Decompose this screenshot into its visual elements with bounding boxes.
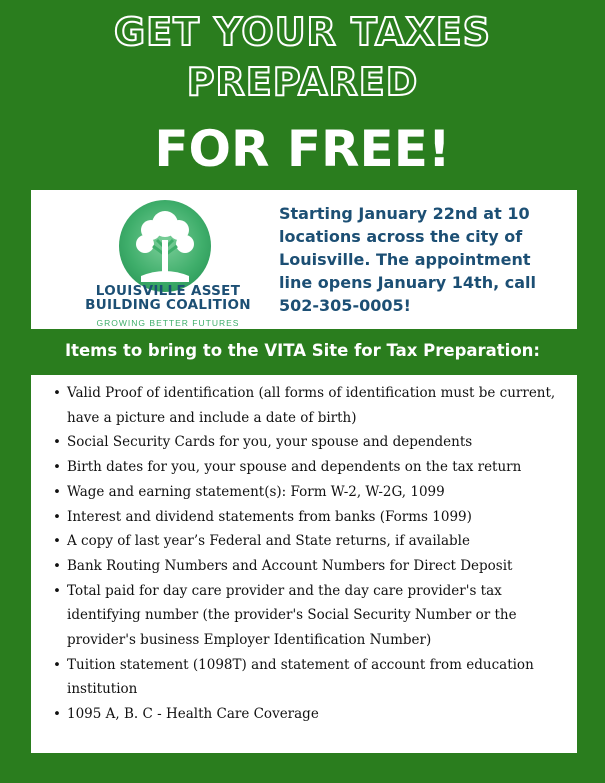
list-item: • Birth dates for you, your spouse and dependents on the tax return bbox=[31, 455, 577, 480]
list-item: • Social Security Cards for you, your spouse and dependents bbox=[31, 430, 577, 455]
list-item: • Total paid for day care provider and the day care provider's tax identifying number (the provider's Social Security Number or the provider's business Employer Identification Number) bbox=[31, 579, 577, 653]
headline-line-2: PREPARED bbox=[186, 60, 419, 104]
tree-icon bbox=[119, 200, 211, 292]
logo-title-line-1: LOUISVILLE ASSET bbox=[95, 283, 241, 299]
list-item: • Tuition statement (1098T) and statement of account from education institution bbox=[31, 653, 577, 702]
lab-coalition-logo bbox=[83, 200, 253, 328]
section-title: Items to bring to the VITA Site for Tax Preparation: bbox=[64, 341, 541, 360]
headline-line-1: GET YOUR TAXES bbox=[113, 10, 492, 54]
list-item: • Bank Routing Numbers and Account Numbers for Direct Deposit bbox=[31, 554, 577, 579]
info-panel bbox=[31, 190, 577, 329]
items-panel bbox=[31, 375, 577, 753]
list-item: • Interest and dividend statements from banks (Forms 1099) bbox=[31, 505, 577, 530]
logo-tagline: GROWING BETTER FUTURES bbox=[96, 318, 240, 328]
schedule-info-text: Starting January 22nd at 10 locations across the city of Louisville. The appointment line opens January 14th, call 502-305-0005! bbox=[279, 204, 536, 315]
list-item: • Valid Proof of identification (all forms of identification must be current, have a picture and include a date of birth) bbox=[31, 381, 577, 430]
headline-line-3: FOR FREE! bbox=[154, 120, 451, 178]
logo-title bbox=[83, 284, 253, 312]
logo-title-line-2: BUILDING COALITION bbox=[85, 297, 251, 313]
list-item: • Wage and earning statement(s): Form W-2, W-2G, 1099 bbox=[31, 480, 577, 505]
items-list bbox=[31, 375, 577, 727]
list-item: • 1095 A, B. C - Health Care Coverage bbox=[31, 702, 577, 727]
list-item: • A copy of last year’s Federal and State returns, if available bbox=[31, 529, 577, 554]
